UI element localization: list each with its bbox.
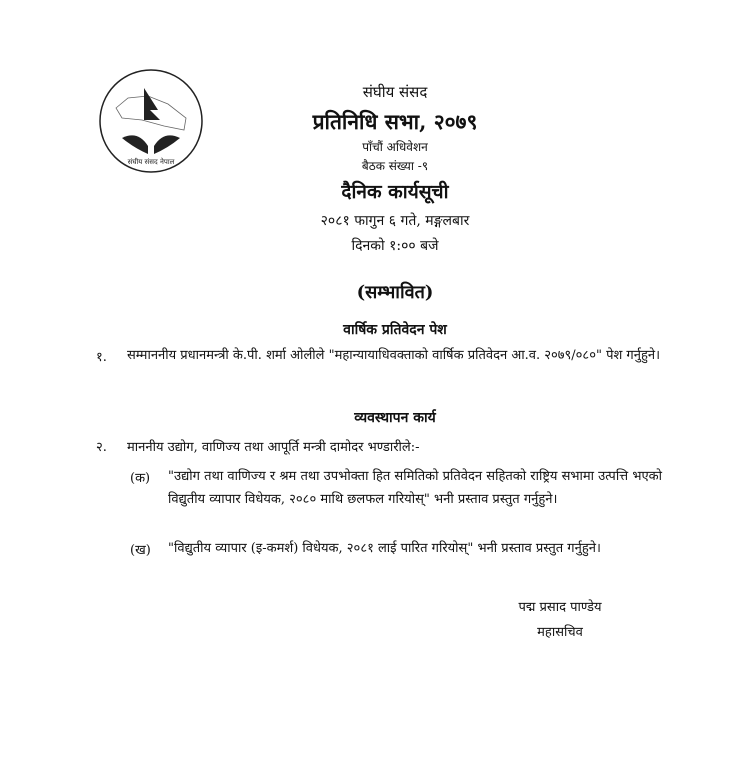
item-number: १. xyxy=(96,350,107,365)
meeting-time: दिनको १:०० बजे xyxy=(351,238,439,254)
section-heading: व्यवस्थापन कार्य xyxy=(354,410,436,426)
parliament-name: संघीय संसद xyxy=(362,83,428,101)
emblem-text: संघीय संसद नेपाल xyxy=(127,158,175,166)
house-name: प्रतिनिधि सभा, २०७९ xyxy=(312,109,478,134)
meeting-date: २०८१ फागुन ६ गते, मङ्गलबार xyxy=(320,213,470,229)
agenda-item: माननीय उद्योग, वाणिज्य तथा आपूर्ति मन्त्री दामोदर भण्डारीले:- xyxy=(127,440,420,455)
section-heading: वार्षिक प्रतिवेदन पेश xyxy=(343,322,447,338)
signatory-title: महासचिव xyxy=(537,625,583,640)
meeting-number: बैठक संख्या -९ xyxy=(361,159,429,173)
page-title: दैनिक कार्यसूची xyxy=(341,181,449,203)
agenda-subitem: "विद्युतीय व्यापार (इ-कमर्श) विधेयक, २०८१ लाई पारित गरियोस्" भनी प्रस्ताव प्रस्तुत गर्नुहुने। xyxy=(168,541,601,556)
subitem-label: (क) xyxy=(130,471,151,486)
subitem-label: (ख) xyxy=(130,543,151,558)
status-label: (सम्भावित) xyxy=(356,282,434,303)
agenda-item: सम्माननीय प्रधानमन्त्री के.पी. शर्मा ओलीले "महान्यायाधिवक्ताको वार्षिक प्रतिवेदन आ.व. २०७९/०८०" पेश गर्नुहुने। xyxy=(127,348,660,363)
signatory-name: पद्म प्रसाद पाण्डेय xyxy=(518,600,602,615)
agenda-subitem: "उद्योग तथा वाणिज्य र श्रम तथा उपभोक्ता हित समितिको प्रतिवेदन सहितको राष्ट्रिय सभामा उत्पत्ति भएको विद्युतीय व्यापार विधेयक, २०८० माथि छलफल गरियोस्" भनी प्रस्ताव प्रस्तुत गर्नुहुने। xyxy=(168,469,662,507)
parliament-emblem-logo xyxy=(98,68,204,174)
session: पाँचौं अधिवेशन xyxy=(362,140,428,154)
item-number: २. xyxy=(96,440,107,455)
